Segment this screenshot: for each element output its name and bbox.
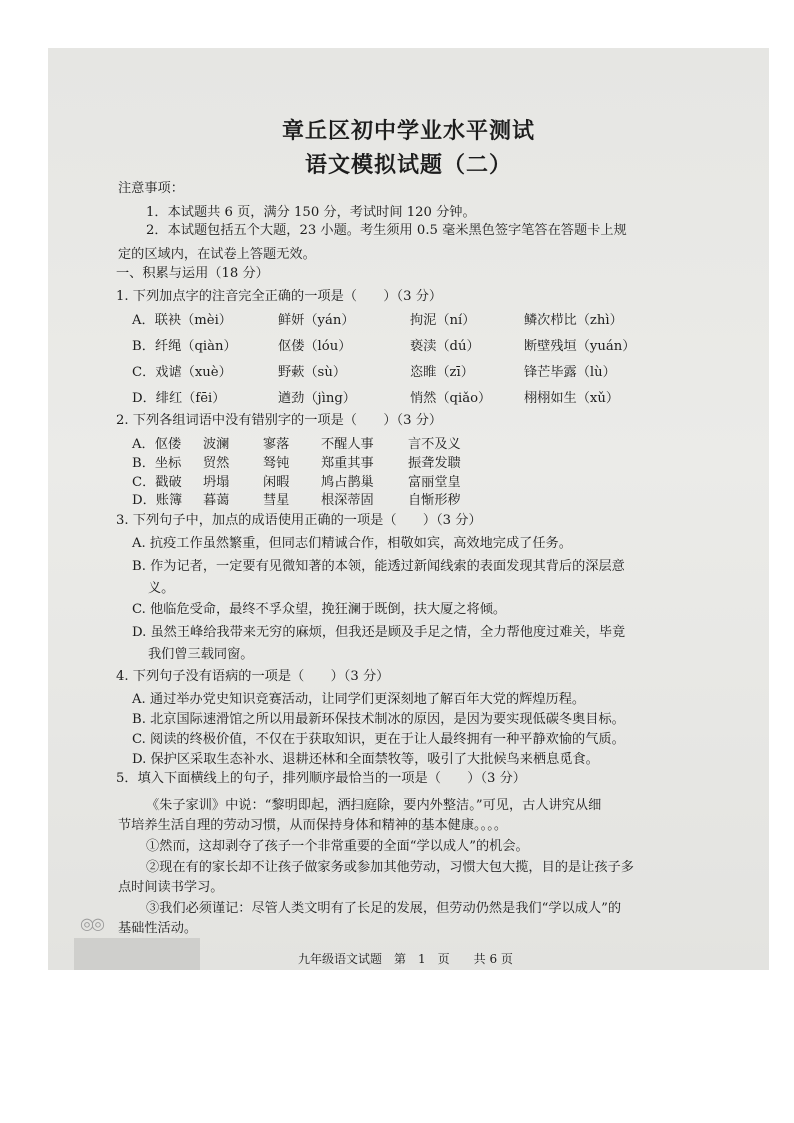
question-4: 4. 下列句子没有语病的一项是（ ）（3 分）	[116, 669, 390, 684]
q2-option-b-4: 郑重其事	[321, 456, 374, 471]
q2-option-a-2: 波澜	[203, 437, 230, 452]
q1-option-a-3: 拘泥（ní）	[410, 313, 476, 328]
exam-subtitle: 语文模拟试题（二）	[304, 153, 512, 178]
question-5: 5．填入下面横线上的句子，排列顺序最恰当的一项是（ ）（3 分）	[116, 771, 526, 786]
q5-passage-line-2: 节培养生活自理的劳动习惯，从而保持身体和精神的基本健康。。。。	[118, 818, 508, 833]
q1-option-a-4: 鳞次栉比（zhì）	[524, 313, 623, 328]
q1-option-a-1: A．联袂（mèi）	[132, 313, 232, 328]
question-2: 2. 下列各组词语中没有错别字的一项是（ ）（3 分）	[116, 413, 443, 428]
q1-option-d-4: 栩栩如生（xǔ）	[524, 391, 620, 406]
q5-passage-line-1: 《朱子家训》中说：“黎明即起，洒扫庭除，要内外整洁。”可见，古人讲究从细	[146, 798, 602, 813]
q1-option-b-4: 断壁残垣（yuán）	[524, 339, 636, 354]
q2-option-c-5: 富丽堂皇	[408, 475, 461, 490]
q2-option-c-3: 闲暇	[263, 475, 290, 490]
q1-option-d-2: 遒劲（jìng）	[278, 391, 356, 406]
q2-option-d-4: 根深蒂固	[321, 493, 374, 508]
q2-option-d-2: 暮蔼	[203, 493, 230, 508]
q2-option-a-3: 寥落	[263, 437, 290, 452]
watermark-bar	[74, 938, 200, 970]
q4-option-a: A. 通过举办党史知识竞赛活动，让同学们更深刻地了解百年大党的辉煌历程。	[132, 692, 586, 707]
q2-option-b-3: 驽钝	[263, 456, 290, 471]
notice-item-2: 2．本试题包括五个大题，23 小题。考生须用 0.5 毫米黑色签字笔答在答题卡上规	[146, 223, 627, 238]
q1-option-b-3: 亵渎（dú）	[410, 339, 480, 354]
notice-item-1: 1．本试题共 6 页，满分 150 分，考试时间 120 分钟。	[146, 205, 476, 220]
watermark-rings-icon: ◎◎	[80, 914, 102, 933]
q2-option-a-5: 言不及义	[408, 437, 461, 452]
q3-option-d: D. 虽然王峰给我带来无穷的麻烦，但我还是顾及手足之情，全力帮他度过难关，毕竟	[132, 625, 626, 640]
notice-item-2-cont: 定的区域内，在试卷上答题无效。	[118, 247, 316, 262]
q5-sentence-1: ①然而，这却剥夺了孩子一个非常重要的全面“学以成人”的机会。	[146, 839, 529, 854]
q2-option-a-4: 不醒人事	[321, 437, 374, 452]
q2-option-c-4: 鸠占鹊巢	[321, 475, 374, 490]
q1-option-d-1: D．绯红（fēi）	[132, 391, 226, 406]
q1-option-c-4: 锋芒毕露（lù）	[524, 365, 616, 380]
q2-option-d-3: 彗星	[263, 493, 290, 508]
q1-option-c-2: 野蔌（sù）	[278, 365, 347, 380]
q1-option-c-3: 恣睢（zī）	[410, 365, 474, 380]
exam-title: 章丘区初中学业水平测试	[281, 119, 535, 144]
q5-sentence-3: ③我们必须谨记：尽管人类文明有了长足的发展，但劳动仍然是我们“学以成人”的	[146, 901, 622, 916]
q2-option-c-1: C．戳破	[132, 475, 182, 490]
q3-option-b-cont: 义。	[148, 581, 175, 596]
q3-option-a: A. 抗疫工作虽然繁重，但同志们精诚合作，相敬如宾，高效地完成了任务。	[132, 536, 572, 551]
q1-option-c-1: C．戏谑（xuè）	[132, 365, 232, 380]
section-heading: 一、积累与运用（18 分）	[116, 266, 269, 281]
q1-option-d-3: 悄然（qiǎo）	[410, 391, 492, 406]
q1-option-a-2: 鲜妍（yán）	[278, 313, 355, 328]
q5-sentence-3-cont: 基础性活动。	[118, 921, 198, 936]
q2-option-a-1: A．伛偻	[132, 437, 182, 452]
q1-option-b-2: 伛偻（lóu）	[278, 339, 352, 354]
q3-option-c: C. 他临危受命，最终不孚众望，挽狂澜于既倒，扶大厦之将倾。	[132, 602, 507, 617]
notice-heading: 注意事项：	[118, 181, 184, 196]
q2-option-b-2: 贸然	[203, 456, 230, 471]
q4-option-d: D. 保护区采取生态补水、退耕还林和全面禁牧等，吸引了大批候鸟来栖息觅食。	[132, 752, 599, 767]
q4-option-c: C. 阅读的终极价值，不仅在于获取知识，更在于让人最终拥有一种平静欢愉的气质。	[132, 732, 625, 747]
q2-option-b-1: B．坐标	[132, 456, 182, 471]
q5-sentence-2: ②现在有的家长却不让孩子做家务或参加其他劳动，习惯大包大揽，目的是让孩子多	[146, 860, 634, 875]
q3-option-b: B. 作为记者，一定要有见微知著的本领，能透过新闻线索的表面发现其背后的深层意	[132, 559, 625, 574]
q5-sentence-2-cont: 点时间读书学习。	[118, 880, 224, 895]
q3-option-d-cont: 我们曾三载同窗。	[148, 647, 254, 662]
exam-page-photo	[48, 48, 769, 970]
page-footer: 九年级语文试题 第 1 页 共 6 页	[298, 952, 513, 966]
question-1: 1. 下列加点字的注音完全正确的一项是（ ）（3 分）	[116, 289, 443, 304]
q2-option-c-2: 坍塌	[203, 475, 230, 490]
q2-option-d-1: D．账簿	[132, 493, 183, 508]
question-3: 3. 下列句子中，加点的成语使用正确的一项是（ ）（3 分）	[116, 513, 482, 528]
q4-option-b: B. 北京国际速滑馆之所以用最新环保技术制冰的原因，是因为要实现低碳冬奥目标。	[132, 712, 625, 727]
q2-option-d-5: 自惭形秽	[408, 493, 461, 508]
q1-option-b-1: B．纤绳（qiàn）	[132, 339, 237, 354]
q2-option-b-5: 振聋发聩	[408, 456, 461, 471]
